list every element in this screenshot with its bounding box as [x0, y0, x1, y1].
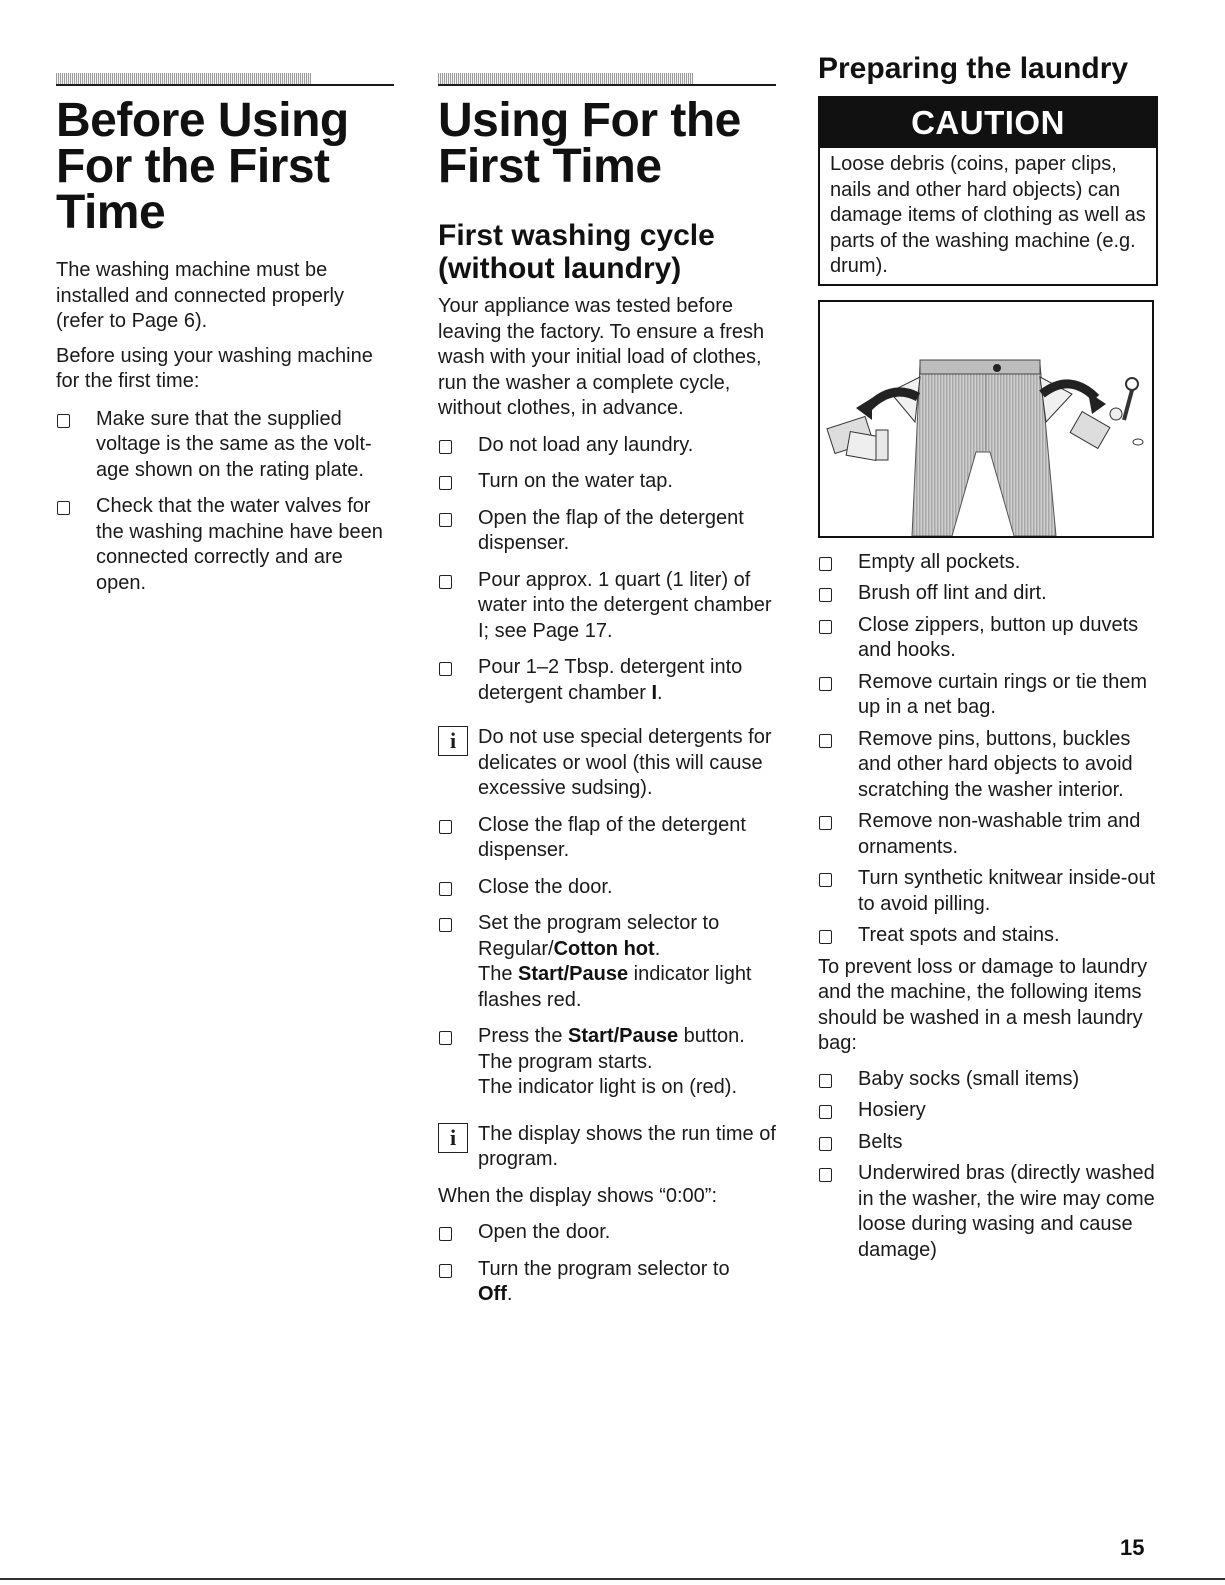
list-item: Open the flap of the detergent dispenser.	[438, 506, 778, 557]
list-item: Brush off lint and dirt.	[818, 581, 1160, 607]
checkbox-icon	[439, 513, 452, 527]
info-icon: i	[438, 726, 468, 756]
checkbox-icon	[819, 588, 832, 602]
page-title-before-using: Before Using For the First Time	[56, 94, 349, 239]
checkbox-icon	[439, 820, 452, 834]
list-item: Close the flap of the detergent dispenser.	[438, 813, 778, 864]
caution-box	[818, 96, 1158, 286]
preparation-checklist	[818, 550, 1160, 949]
checkbox-icon	[439, 440, 452, 454]
list-item: Turn synthetic knitwear inside-out to avoid pilling.	[818, 866, 1160, 917]
checkbox-icon	[819, 1137, 832, 1151]
checkbox-icon	[439, 662, 452, 676]
checkbox-icon	[57, 501, 70, 515]
column-preparing-laundry	[818, 0, 1160, 1269]
list-item: Pour approx. 1 quart (1 liter) of water into the detergent chamber I; see Page 17.	[438, 568, 778, 645]
list-item: Underwired bras (directly washed in the washer, the wire may come loose during wasing and cause damage)	[818, 1161, 1160, 1263]
pants-pocket-illustration	[820, 302, 1152, 536]
column-first-time	[438, 0, 778, 1319]
steps-list	[438, 813, 778, 1101]
list-item: Turn on the water tap.	[438, 469, 778, 495]
checkbox-icon	[819, 816, 832, 830]
pants-pocket-illustration	[818, 300, 1154, 538]
list-item: Hosiery	[818, 1098, 1160, 1124]
list-item: Press the Start/Pause button. The program starts. The indicator light is on (red).	[438, 1024, 778, 1101]
checkbox-icon	[439, 918, 452, 932]
list-item: Open the door.	[438, 1220, 778, 1246]
column-before-using	[56, 0, 394, 607]
list-item: Baby socks (small items)	[818, 1067, 1160, 1093]
intro-paragraph: Your appliance was tested before leaving the factory. To ensure a fresh wash with your initial load of clothes, run the washer a complete cycle, without clothes, in advance.	[438, 295, 765, 419]
caution-text: Loose debris (coins, paper clips, nails and other hard objects) can damage items of clothing as well as parts of the washing machine (e.g. drum).	[830, 153, 1146, 277]
page-title-using-first-time: Using For the First Time	[438, 94, 741, 193]
checkbox-icon	[819, 1074, 832, 1088]
steps-list	[438, 1220, 778, 1308]
display-note: When the display shows “0:00”:	[438, 1184, 718, 1207]
list-item: Close zippers, button up duvets and hooks.	[818, 613, 1160, 664]
checkbox-icon	[439, 1227, 452, 1241]
list-item: Empty all pockets.	[818, 550, 1160, 576]
checkbox-icon	[439, 476, 452, 490]
list-item: Close the door.	[438, 875, 778, 901]
info-icon: i	[438, 1123, 468, 1153]
list-item: Turn the program selector to Off.	[438, 1257, 778, 1308]
list-item: Remove non-washable trim and ornaments.	[818, 809, 1160, 860]
list-item: Remove pins, buttons, buckles and other hard objects to avoid scratching the washer interior.	[818, 727, 1160, 804]
checkbox-icon	[819, 734, 832, 748]
page-number: 15	[1120, 1535, 1145, 1560]
checkbox-icon	[439, 1031, 452, 1045]
list-item: Make sure that the supplied voltage is the same as the volt-age shown on the rating plate.	[56, 407, 394, 484]
list-item: Do not load any laundry.	[438, 433, 778, 459]
mesh-bag-paragraph: To prevent loss or damage to laundry and the machine, the following items should be washed in a mesh laundry bag:	[818, 955, 1148, 1054]
checkbox-icon	[819, 1105, 832, 1119]
checkbox-icon	[819, 677, 832, 691]
checkbox-icon	[57, 414, 70, 428]
mesh-bag-list	[818, 1067, 1160, 1264]
list-item: Remove curtain rings or tie them up in a net bag.	[818, 670, 1160, 721]
page-bottom-rule	[0, 1578, 1225, 1580]
intro-paragraph: Before using your washing machine for the first time:	[56, 344, 373, 392]
checklist	[56, 407, 394, 597]
checkbox-icon	[819, 873, 832, 887]
checkbox-icon	[819, 620, 832, 634]
list-item: Belts	[818, 1130, 1160, 1156]
checkbox-icon	[819, 930, 832, 944]
steps-list	[438, 433, 778, 707]
caution-title: CAUTION	[820, 98, 1156, 148]
list-item: Check that the water valves for the washing machine have been connected correctly and are open.	[56, 494, 394, 596]
checkbox-icon	[439, 575, 452, 589]
info-note: i Do not use special detergents for delicates or wool (this will cause excessive sudsing).	[438, 725, 778, 802]
list-item: Pour 1–2 Tbsp. detergent into detergent chamber I.	[438, 655, 778, 706]
list-item: Treat spots and stains.	[818, 923, 1160, 949]
list-item: Set the program selector to Regular/Cotton hot. The Start/Pause indicator light flashes red.	[438, 911, 778, 1013]
section-heading-preparing: Preparing the laundry	[818, 52, 1129, 85]
info-note: i The display shows the run time of program.	[438, 1122, 778, 1173]
checkbox-icon	[819, 557, 832, 571]
checkbox-icon	[439, 882, 452, 896]
checkbox-icon	[439, 1264, 452, 1278]
checkbox-icon	[819, 1168, 832, 1182]
install-paragraph: The washing machine must be installed and connected properly (refer to Page 6).	[56, 259, 344, 332]
section-heading-first-cycle: First washing cycle (without laundry)	[438, 219, 715, 285]
